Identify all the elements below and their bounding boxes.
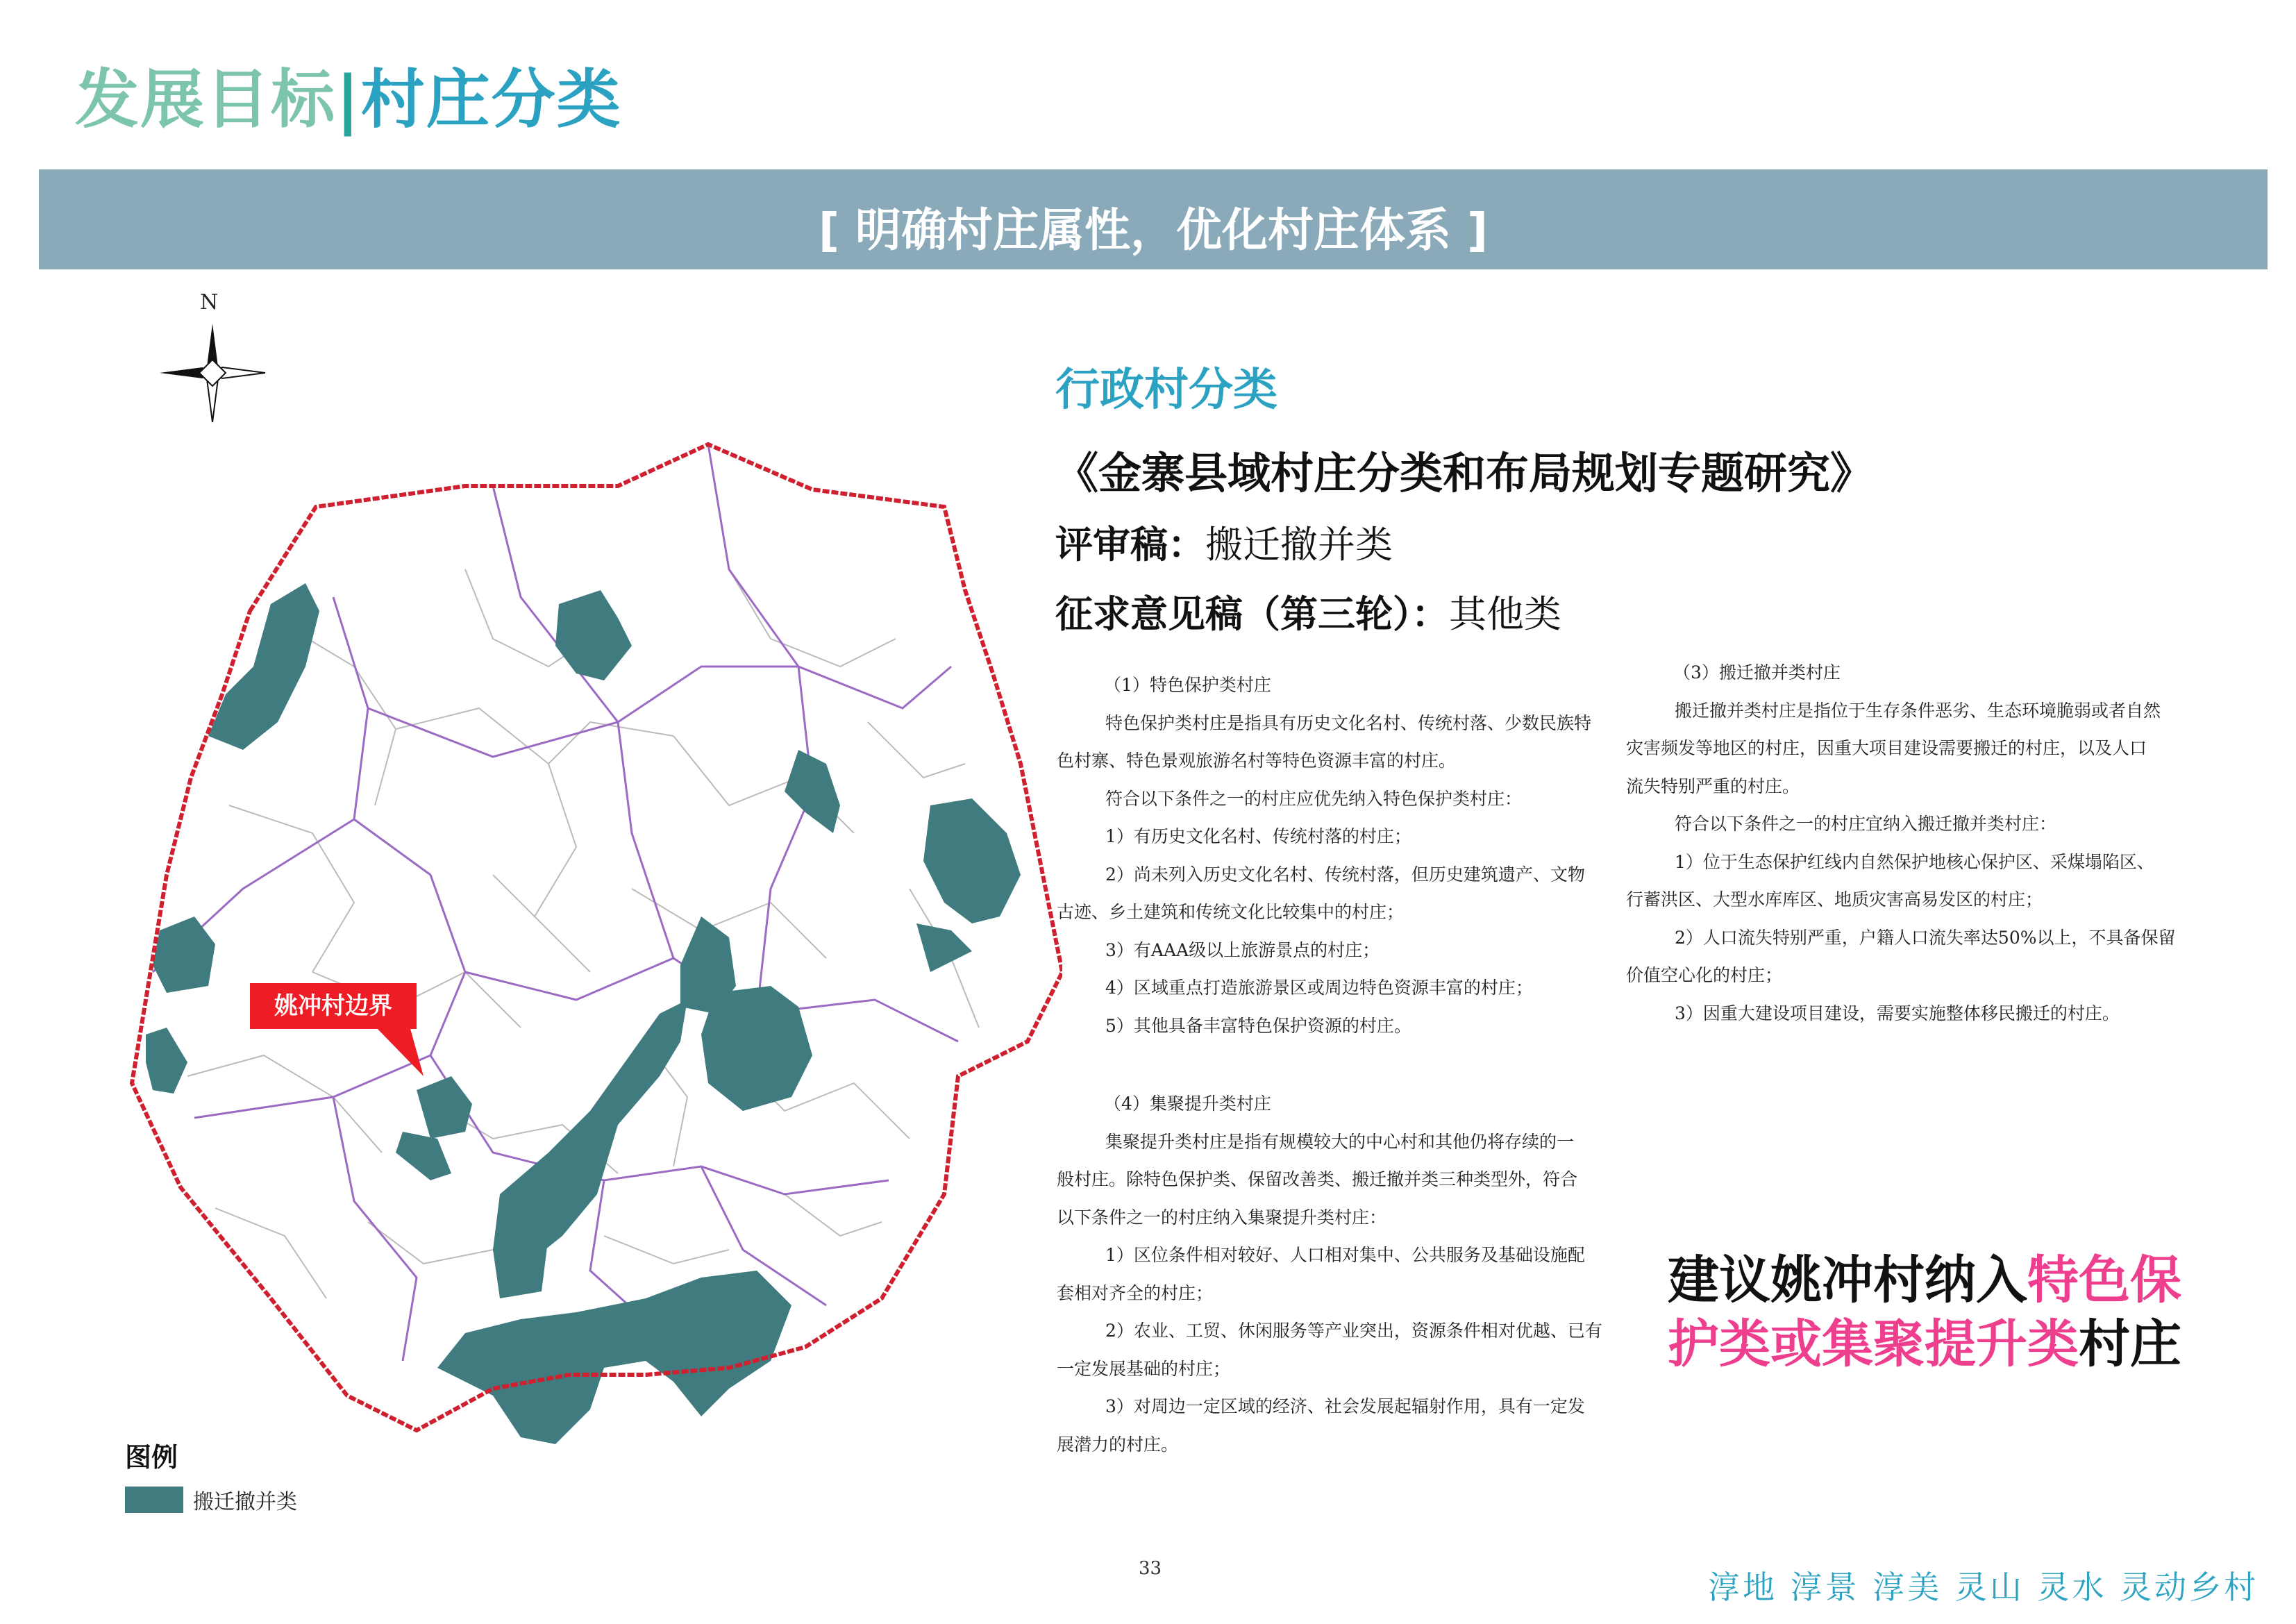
review-value: 搬迁撤并类 [1205,523,1393,567]
relocation-line: 流失特别严重的村庄。 [1626,776,1800,796]
relocation-line: 价值空心化的村庄； [1626,965,1783,985]
cluster-line: 3）对周边一定区域的经济、社会发展起辐射作用，具有一定发 [1105,1396,1585,1416]
feature-line: 1）有历史文化名村、传统村落的村庄； [1105,826,1411,846]
feature-line: 4）区域重点打造旅游景区或周边特色资源丰富的村庄； [1105,978,1533,998]
feature-line: 特色保护类村庄是指具有历史文化名村、传统村落、少数民族特 [1105,712,1592,733]
compass-north-label: N [200,290,219,315]
relocation-line: 灾害频发等地区的村庄，因重大项目建设需要搬迁的村庄，以及人口 [1626,738,2147,758]
relocation-line: 3）因重大建设项目建设，需要实施整体移民搬迁的村庄。 [1675,1003,2120,1023]
relocation-line: 行蓄洪区、大型水库库区、地质灾害高易发区的村庄； [1626,889,2043,910]
consult-value: 其他类 [1449,592,1561,636]
reco-line1-pink: 特色保 [2027,1250,2181,1310]
cluster-line: 集聚提升类村庄是指有规模较大的中心村和其他仍将存续的一 [1105,1131,1575,1152]
feature-line: 3）有AAA级以上旅游景点的村庄； [1105,939,1380,960]
reco-line2-pink: 护类或集聚提升类 [1668,1314,2079,1374]
recommendation [1668,1248,2181,1376]
cluster-line: 2）农业、工贸、休闲服务等产业突出，资源条件相对优越、已有 [1105,1321,1602,1341]
cluster-line: 一定发展基础的村庄； [1057,1358,1231,1379]
consult-label: 征求意见稿（第三轮）： [1055,592,1449,636]
title-part1: 发展目标 [75,62,337,137]
section-heading: 行政村分类 [1055,365,1277,416]
title-separator: | [336,62,361,137]
feature-line: 5）其他具备丰富特色保护资源的村庄。 [1105,1015,1411,1036]
cluster-line: 展潜力的村庄。 [1057,1434,1179,1455]
cluster-line: 般村庄。除特色保护类、保留改善类、搬迁撤并类三种类型外，符合 [1057,1169,1578,1189]
feature-line: 古迹、乡土建筑和传统文化比较集中的村庄； [1057,902,1405,922]
legend-label: 搬迁撤并类 [193,1490,297,1514]
page-title [75,49,622,140]
cluster-upgrade-section [1057,1085,1605,1464]
cluster-line: 以下条件之一的村庄纳入集聚提升类村庄： [1057,1207,1387,1228]
page-number: 33 [1139,1558,1162,1579]
footer-slogan: 淳地 淳景 淳美 灵山 灵水 灵动乡村 [1708,1568,2259,1606]
relocation-line: 2）人口流失特别严重，户籍人口流失率达50%以上，不具备保留 [1675,927,2176,948]
relocation-line: 搬迁撤并类村庄是指位于生存条件恶劣、生态环境脆弱或者自然 [1675,700,2161,721]
legend-title: 图例 [125,1442,178,1473]
legend-swatch [125,1487,183,1513]
review-draft-line [1055,515,1393,569]
consultation-draft-line [1055,585,1561,638]
feature-line: 符合以下条件之一的村庄应优先纳入特色保护类村庄： [1105,788,1523,809]
review-label: 评审稿： [1055,523,1205,567]
title-part2: 村庄分类 [360,62,622,137]
study-title: 《金寨县域村庄分类和布局规划专题研究》 [1055,448,1874,499]
county-map [104,278,1062,1458]
village-boundary-callout: 姚冲村边界 [250,983,417,1029]
feature-line: 色村寨、特色景观旅游名村等特色资源丰富的村庄。 [1057,751,1457,771]
reco-line2-black: 村庄 [2079,1314,2181,1374]
reco-line1-black: 建议姚冲村纳入 [1668,1250,2027,1310]
cluster-line: 套相对齐全的村庄； [1057,1282,1214,1303]
feature-heading: （1）特色保护类村庄 [1104,675,1271,695]
feature-protection-section [1057,667,1605,1045]
cluster-line: 1）区位条件相对较好、人口相对集中、公共服务及基础设施配 [1105,1245,1585,1265]
banner [39,169,2268,269]
feature-line: 2）尚未列入历史文化名村、传统村落，但历史建筑遗产、文物 [1105,864,1585,885]
relocation-section [1626,654,2175,1032]
banner-text: [ 明确村庄属性，优化村庄体系 ] [818,203,1489,257]
relocation-line: 符合以下条件之一的村庄宜纳入搬迁撤并类村庄： [1675,814,2057,834]
cluster-heading: （4）集聚提升类村庄 [1104,1094,1271,1114]
relocation-heading: （3）搬迁撤并类村庄 [1673,662,1841,683]
relocation-line: 1）位于生态保护红线内自然保护地核心保护区、采煤塌陷区、 [1675,851,2154,872]
